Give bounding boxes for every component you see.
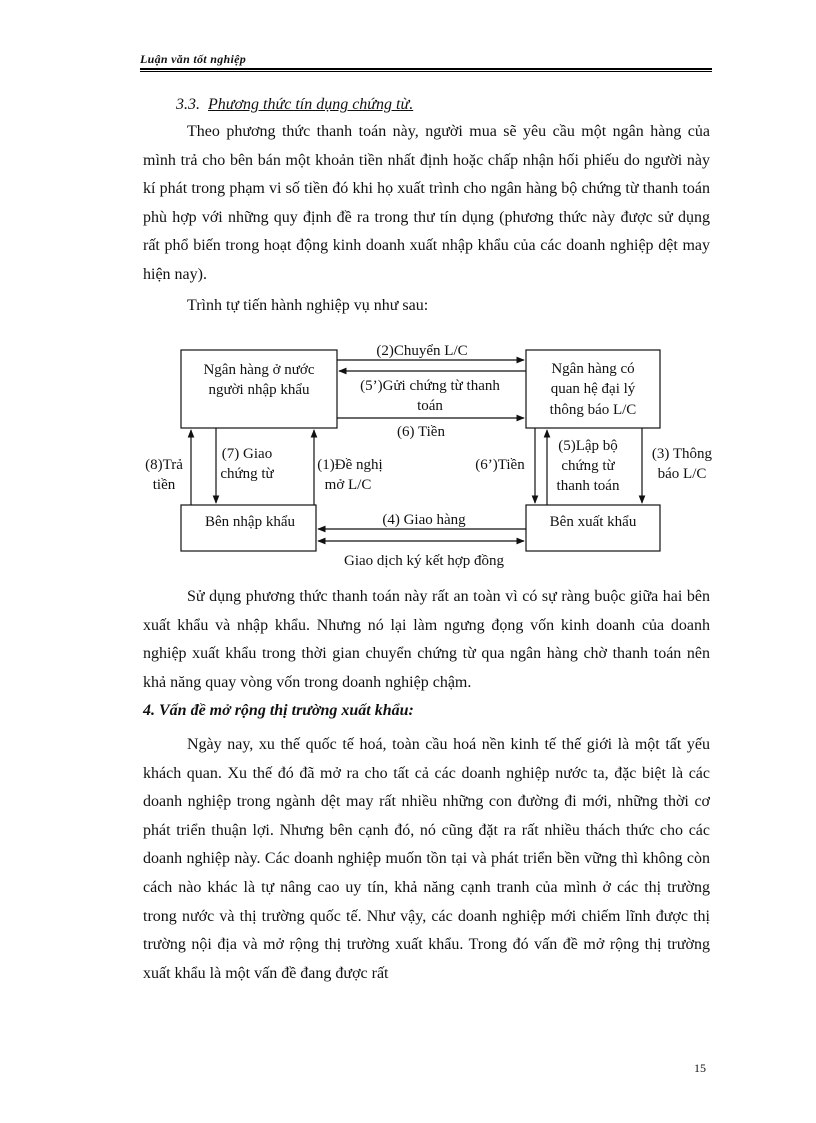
header-rule-thin	[140, 71, 712, 72]
exporter-bank-line2: quan hệ đại lý	[550, 381, 636, 397]
importer-bank-line1: Ngân hàng ở nước	[203, 362, 315, 378]
step6-label: (6) Tiền	[397, 424, 445, 440]
step6p-label: (6’)Tiền	[475, 457, 525, 473]
exporter-bank-box	[526, 350, 660, 428]
page-number: 15	[694, 1061, 706, 1075]
importer-bank-line2: người nhập khẩu	[208, 382, 310, 398]
step5-line3: thanh toán	[556, 478, 620, 494]
page-header	[140, 52, 712, 72]
step7-line2: chứng từ	[220, 466, 274, 482]
exporter-bank-line1: Ngân hàng có	[551, 361, 635, 377]
step7-line1: (7) Giao	[221, 446, 273, 462]
heading-section-4: 4. Vấn đề mở rộng thị trường xuất khẩu:	[143, 702, 414, 719]
step2-label: (2)Chuyển L/C	[376, 343, 468, 359]
paragraph-4: Ngày nay, xu thế quốc tế hoá, toàn cầu hoá nền kinh tế thế giới là một tất yếu khách quan. Xu thế đó đã mở ra cho tất cả các doanh nghiệp nước ta, đặc biệt là các doanh nghiệp trong ngành dệt may rất nhiều những con đường đi mới, những thời cơ phát triển thuận lợi. Nhưng bên cạnh đó, nó cũng đặt ra rất nhiều thách thức cho các doanh nghiệp này. Các doanh nghiệp muốn tồn tại và phát triển bền vững thì không còn cách nào khác là tự nâng cao uy tín, khả năng cạnh tranh của mình ở các thị trường trong nước và thị trường quốc tế. Như vậy, các doanh nghiệp mới chiếm lĩnh được thị trường nội địa và mở rộng thị trường xuất khẩu. Trong đó vấn đề mở rộng thị trường xuất khẩu là một vấn đề đang được rất	[143, 736, 710, 982]
paragraph-2: Trình tự tiến hành nghiệp vụ như sau:	[187, 297, 429, 314]
section-number: 3.3.	[176, 96, 200, 113]
contract-label: Giao dịch ký kết hợp đồng	[344, 553, 504, 569]
importer-box	[181, 505, 316, 551]
step5-line1: (5)Lập bộ	[558, 438, 618, 454]
step5p-line2: toán	[417, 398, 443, 414]
header-rule	[140, 68, 712, 70]
step8-line1: (8)Trả	[145, 457, 183, 473]
exporter-bank-line3: thông báo L/C	[549, 402, 637, 418]
paragraph-3: Sử dụng phương thức thanh toán này rất an toàn vì có sự ràng buộc giữa hai bên xuất khẩu và nhập khẩu. Nhưng nó lại làm ngưng đọng vốn kinh doanh của doanh nghiệp xuất khẩu trong thời gian chuyển chứng từ qua ngân hàng chờ thanh toán nên khả năng quay vòng vốn trong doanh nghiệp chậm.	[143, 588, 710, 691]
step5-line2: chứng từ	[561, 458, 615, 474]
section-title	[176, 96, 413, 114]
section-title-text: Phương thức tín dụng chứng từ.	[208, 96, 414, 113]
importer-bank-box	[181, 350, 337, 428]
step3-line1: (3) Thông	[651, 446, 713, 462]
step5p-line1: (5’)Gửi chứng từ thanh	[360, 378, 500, 394]
step1-line2: mở L/C	[324, 477, 372, 493]
paragraph-1: Theo phương thức thanh toán này, người mua sẽ yêu cầu một ngân hàng của mình trả cho bên bán một khoản tiền nhất định hoặc chấp nhận hối phiếu do người này kí phát trong phạm vi số tiền đó khi họ xuất trình cho ngân hàng bộ chứng từ thanh toán phù hợp với những quy định đề ra trong thư tín dụng (phương thức này được sử dụng rất phổ biến trong hoạt động kinh doanh xuất nhập khẩu của các doanh nghiệp dệt may hiện nay).	[143, 123, 710, 283]
exporter-box	[526, 505, 660, 551]
step4-label: (4) Giao hàng	[382, 512, 466, 528]
step8-line2: tiền	[152, 477, 176, 493]
step3-line2: báo L/C	[657, 466, 707, 482]
step1-line1: (1)Đề nghị	[317, 457, 383, 473]
exporter-label: Bên xuất khẩu	[549, 514, 637, 530]
header-title: Luận văn tốt nghiệp	[140, 52, 247, 66]
importer-label: Bên nhập khẩu	[205, 514, 295, 530]
